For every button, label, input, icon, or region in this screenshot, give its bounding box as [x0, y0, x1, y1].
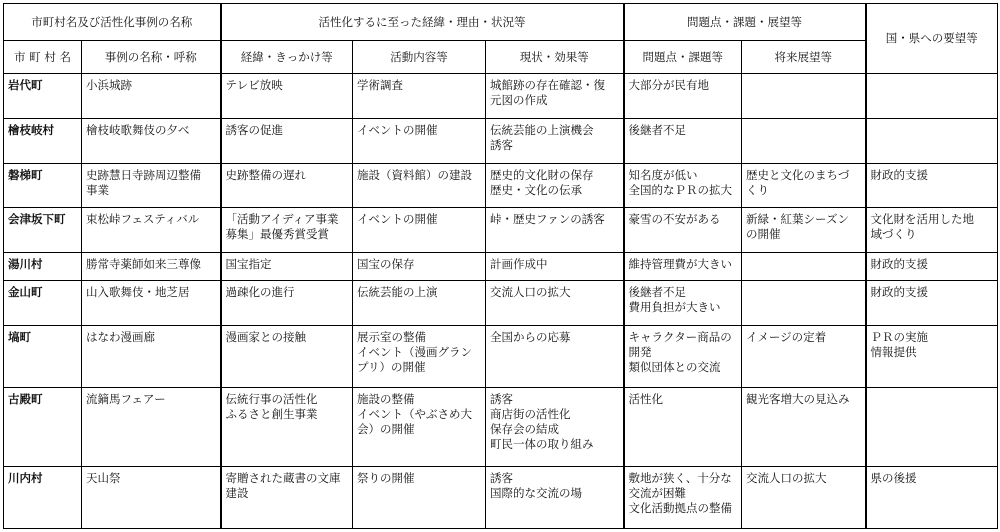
cell-background: 「活動アイディア事業 募集」最優秀賞受賞 [221, 208, 353, 253]
cell-activity: 施設（資料館）の建設 [353, 163, 486, 208]
cell-activity: 学術調査 [353, 74, 486, 119]
cell-request: 県の後援 [866, 466, 998, 528]
cell-background: 誘客の促進 [221, 118, 353, 163]
cell-municipality: 塙町 [4, 325, 82, 387]
cell-effect: 峠・歴史ファンの誘客 [486, 208, 624, 253]
cell-problem: 活性化 [624, 387, 742, 466]
cell-effect: 伝統芸能の上演機会 誘客 [486, 118, 624, 163]
cell-request [866, 74, 998, 119]
cell-future [742, 118, 866, 163]
cell-problem: キャラクター商品の 開発 類似団体との交流 [624, 325, 742, 387]
cell-municipality: 岩代町 [4, 74, 82, 119]
cell-effect: 城館跡の存在確認・復 元図の作成 [486, 74, 624, 119]
cell-activity: 展示室の整備 イベント（漫画グラン プリ）の開催 [353, 325, 486, 387]
header-case-name: 事例の名称・呼称 [82, 41, 221, 74]
cell-request: ＰＲの実施 情報提供 [866, 325, 998, 387]
cell-municipality: 会津坂下町 [4, 208, 82, 253]
cell-future: 観光客増大の見込み [742, 387, 866, 466]
cell-future [742, 74, 866, 119]
header-municipality: 市 町 村 名 [4, 41, 82, 74]
cell-problem: 敷地が狭く、十分な 交流が困難 文化活動拠点の整備 [624, 466, 742, 528]
header-group-municipality: 市町村名及び活性化事例の名称 [4, 4, 221, 41]
cell-effect: 全国からの応募 [486, 325, 624, 387]
cell-problem: 豪雪の不安がある [624, 208, 742, 253]
header-group-problems: 問題点・課題・展望等 [624, 4, 866, 41]
cell-future: 交流人口の拡大 [742, 466, 866, 528]
cell-effect: 交流人口の拡大 [486, 280, 624, 325]
cell-background: 国宝指定 [221, 253, 353, 281]
cell-activity: 国宝の保存 [353, 253, 486, 281]
cell-activity: 伝統芸能の上演 [353, 280, 486, 325]
cell-name: 束松峠フェスティバル [82, 208, 221, 253]
cell-problem: 後継者不足 [624, 118, 742, 163]
table-row [4, 118, 998, 163]
table-row [4, 208, 998, 253]
cell-future: 歴史と文化のまちづ くり [742, 163, 866, 208]
cell-request: 財政的支援 [866, 280, 998, 325]
cell-activity: 施設の整備 イベント（やぶさめ大 会）の開催 [353, 387, 486, 466]
header-problem: 問題点・課題等 [624, 41, 742, 74]
cell-problem: 後継者不足 費用負担が大きい [624, 280, 742, 325]
table-row [4, 74, 998, 119]
cell-effect: 計画作成中 [486, 253, 624, 281]
table-body [4, 74, 998, 529]
header-activity: 活動内容等 [353, 41, 486, 74]
header-group-background: 活性化するに至った経緯・理由・状況等 [221, 4, 624, 41]
cell-request [866, 118, 998, 163]
cell-municipality: 古殿町 [4, 387, 82, 466]
cell-municipality: 川内村 [4, 466, 82, 528]
header-request: 国・県への要望等 [866, 4, 998, 74]
cell-name: 流鏑馬フェアー [82, 387, 221, 466]
cell-name: 檜枝岐歌舞伎の夕べ [82, 118, 221, 163]
cell-request: 文化財を活用した地 域づくり [866, 208, 998, 253]
cell-request [866, 387, 998, 466]
cell-future: 新緑・紅葉シーズン の開催 [742, 208, 866, 253]
cell-future [742, 280, 866, 325]
cell-activity: イベントの開催 [353, 208, 486, 253]
cell-request: 財政的支援 [866, 163, 998, 208]
table-row [4, 280, 998, 325]
cell-name: 山入歌舞伎・地芝居 [82, 280, 221, 325]
cell-problem: 大部分が民有地 [624, 74, 742, 119]
cell-municipality: 檜枝岐村 [4, 118, 82, 163]
cell-activity: イベントの開催 [353, 118, 486, 163]
cell-background: 漫画家との接触 [221, 325, 353, 387]
cell-background: 寄贈された蔵書の文庫 建設 [221, 466, 353, 528]
table-row [4, 253, 998, 281]
cell-name: はなわ漫画廊 [82, 325, 221, 387]
cell-background: 過疎化の進行 [221, 280, 353, 325]
cell-background: 史跡整備の遅れ [221, 163, 353, 208]
cell-background: テレビ放映 [221, 74, 353, 119]
cell-request: 財政的支援 [866, 253, 998, 281]
cell-name: 勝常寺薬師如来三尊像 [82, 253, 221, 281]
activation-cases-table [3, 3, 998, 529]
cell-problem: 知名度が低い 全国的なＰＲの拡大 [624, 163, 742, 208]
cell-municipality: 磐梯町 [4, 163, 82, 208]
cell-effect: 歴史的文化財の保存 歴史・文化の伝承 [486, 163, 624, 208]
header-future: 将来展望等 [742, 41, 866, 74]
table-row [4, 466, 998, 528]
cell-activity: 祭りの開催 [353, 466, 486, 528]
cell-problem: 維持管理費が大きい [624, 253, 742, 281]
table-row [4, 325, 998, 387]
table-row [4, 387, 998, 466]
cell-name: 史跡慧日寺跡周辺整備 事業 [82, 163, 221, 208]
header-effect: 現状・効果等 [486, 41, 624, 74]
cell-municipality: 湯川村 [4, 253, 82, 281]
cell-future [742, 253, 866, 281]
cell-name: 天山祭 [82, 466, 221, 528]
header-background: 経緯・きっかけ等 [221, 41, 353, 74]
cell-municipality: 金山町 [4, 280, 82, 325]
cell-background: 伝統行事の活性化 ふるさと創生事業 [221, 387, 353, 466]
cell-name: 小浜城跡 [82, 74, 221, 119]
cell-future: イメージの定着 [742, 325, 866, 387]
cell-effect: 誘客 国際的な交流の場 [486, 466, 624, 528]
table-row [4, 163, 998, 208]
cell-effect: 誘客 商店街の活性化 保存会の結成 町民一体の取り組み [486, 387, 624, 466]
